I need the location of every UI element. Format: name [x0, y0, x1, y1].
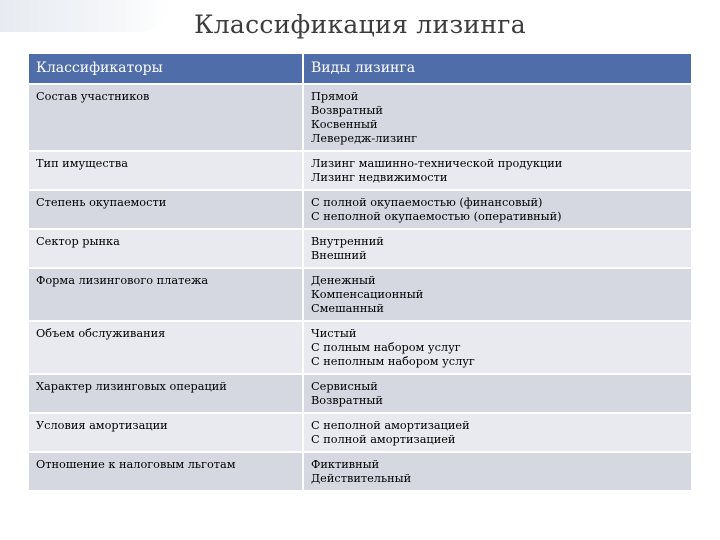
types-cell [304, 269, 691, 322]
classifier-cell: Степень окупаемости [29, 191, 304, 230]
types-cell [304, 322, 691, 375]
table-row [29, 414, 691, 453]
types-cell [304, 230, 691, 269]
header-classifiers: Классификаторы [29, 54, 304, 85]
type-item: Внешний [311, 249, 367, 262]
table-header-row [29, 54, 691, 85]
slide-title: Классификация лизинга [194, 10, 526, 39]
types-cell [304, 85, 691, 152]
type-item: С неполной окупаемостью (оперативный) [311, 210, 562, 223]
leasing-classification-table [29, 54, 691, 492]
classifier-cell: Форма лизингового платежа [29, 269, 304, 322]
classifier-cell: Сектор рынка [29, 230, 304, 269]
table-row [29, 269, 691, 322]
classifier-cell: Состав участников [29, 85, 304, 152]
type-item: Действительный [311, 472, 412, 485]
type-item: С полной амортизацией [311, 433, 456, 446]
classifier-cell: Условия амортизации [29, 414, 304, 453]
type-item: С неполной амортизацией [311, 419, 470, 432]
table-row [29, 375, 691, 414]
type-item: С неполным набором услуг [311, 355, 475, 368]
classifier-cell: Характер лизинговых операций [29, 375, 304, 414]
type-item: Возвратный [311, 104, 383, 117]
type-item: Чистый [311, 327, 357, 340]
type-item: С полным набором услуг [311, 341, 461, 354]
classifier-cell: Объем обслуживания [29, 322, 304, 375]
table-row [29, 453, 691, 492]
type-item: Смешанный [311, 302, 384, 315]
type-item: Денежный [311, 274, 376, 287]
header-leasing-types: Виды лизинга [304, 54, 691, 85]
type-item: Сервисный [311, 380, 378, 393]
type-item: Косвенный [311, 118, 378, 131]
type-item: Фиктивный [311, 458, 380, 471]
type-item: Прямой [311, 90, 359, 103]
classifier-cell: Отношение к налоговым льготам [29, 453, 304, 492]
type-item: Левередж-лизинг [311, 132, 418, 145]
table-row [29, 85, 691, 152]
table-row [29, 152, 691, 191]
table-row [29, 322, 691, 375]
type-item: Лизинг недвижимости [311, 171, 448, 184]
type-item: Лизинг машинно-технической продукции [311, 157, 563, 170]
table-row [29, 191, 691, 230]
type-item: Возвратный [311, 394, 383, 407]
table-row [29, 230, 691, 269]
types-cell [304, 191, 691, 230]
types-cell [304, 453, 691, 492]
type-item: С полной окупаемостью (финансовый) [311, 196, 543, 209]
type-item: Внутренний [311, 235, 384, 248]
classifier-cell: Тип имущества [29, 152, 304, 191]
types-cell [304, 152, 691, 191]
type-item: Компенсационный [311, 288, 424, 301]
types-cell [304, 375, 691, 414]
types-cell [304, 414, 691, 453]
